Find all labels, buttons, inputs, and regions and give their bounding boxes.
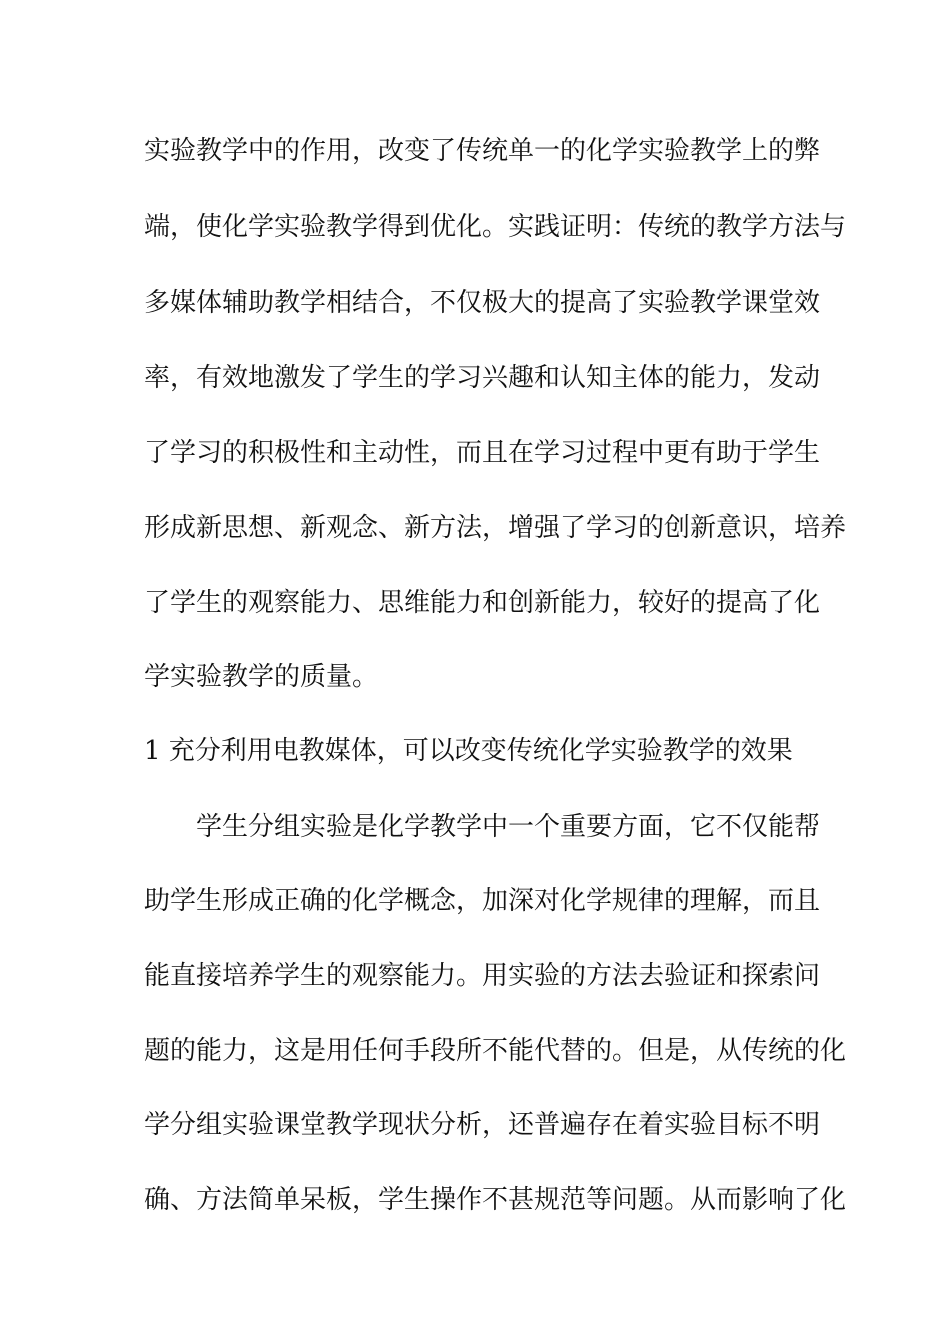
paragraph-line: 端，使化学实验教学得到优化。实践证明：传统的教学方法与 [144, 212, 847, 242]
paragraph-line: 形成新思想、新观念、新方法，增强了学习的创新意识，培养 [144, 513, 847, 543]
paragraph-line: 学生分组实验是化学教学中一个重要方面，它不仅能帮 [196, 812, 821, 842]
paragraph-line: 实验教学中的作用，改变了传统单一的化学实验教学上的弊 [144, 136, 821, 166]
paragraph-line: 学实验教学的质量。 [144, 662, 379, 692]
section-heading: 1 充分利用电教媒体，可以改变传统化学实验教学的效果 [144, 736, 793, 766]
paragraph-line: 助学生形成正确的化学概念，加深对化学规律的理解，而且 [144, 886, 821, 916]
paragraph-line: 学分组实验课堂教学现状分析，还普遍存在着实验目标不明 [144, 1110, 821, 1140]
paragraph-line: 了学生的观察能力、思维能力和创新能力，较好的提高了化 [144, 588, 821, 618]
paragraph-line: 了学习的积极性和主动性，而且在学习过程中更有助于学生 [144, 438, 821, 468]
paragraph-line: 确、方法简单呆板，学生操作不甚规范等问题。从而影响了化 [144, 1185, 847, 1215]
paragraph-line: 率，有效地激发了学生的学习兴趣和认知主体的能力，发动 [144, 363, 821, 393]
paragraph-line: 题的能力，这是用任何手段所不能代替的。但是，从传统的化 [144, 1036, 847, 1066]
paragraph-line: 多媒体辅助教学相结合，不仅极大的提高了实验教学课堂效 [144, 288, 821, 318]
paragraph-line: 能直接培养学生的观察能力。用实验的方法去验证和探索问 [144, 961, 821, 991]
